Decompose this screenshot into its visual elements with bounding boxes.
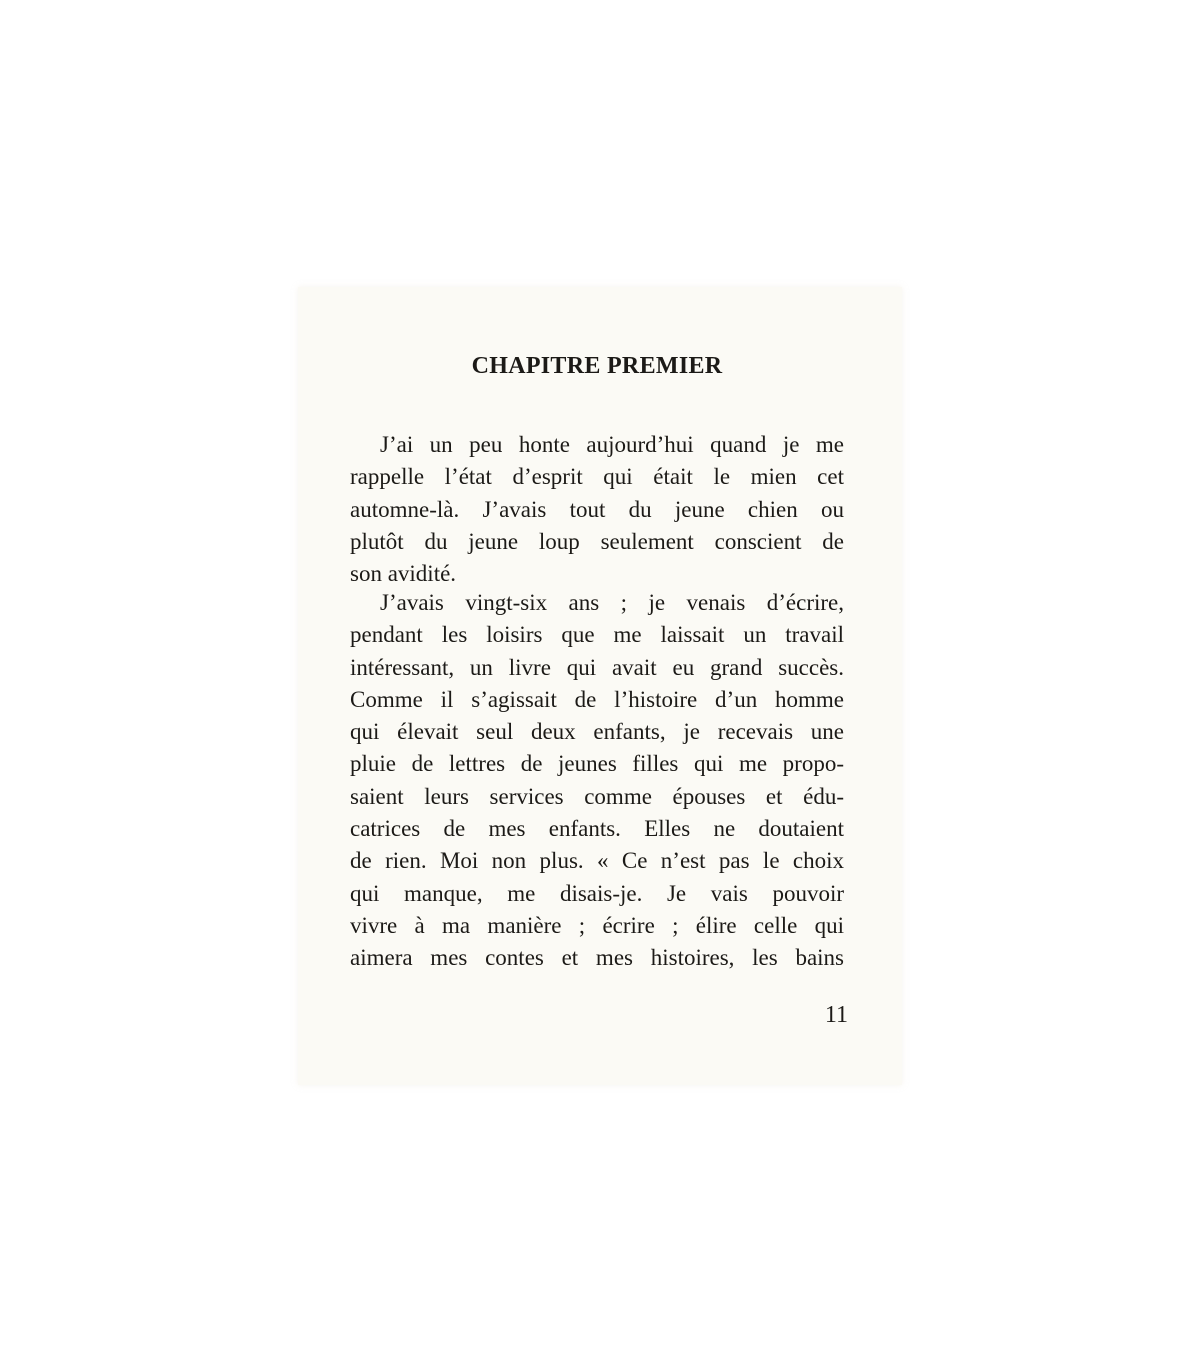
text-line: catrices de mes enfants. Elles ne doutaient bbox=[350, 816, 844, 842]
text-line: son avidité. bbox=[350, 561, 457, 587]
text-line: aimera mes contes et mes histoires, les bains bbox=[350, 945, 844, 971]
text-line: Comme il s’agissait de l’histoire d’un homme bbox=[350, 686, 844, 712]
text-line: rappelle l’état d’esprit qui était le mien cet bbox=[350, 464, 844, 490]
text-line: qui élevait seul deux enfants, je recevais une bbox=[350, 719, 844, 745]
paragraph-2 bbox=[350, 587, 844, 975]
paragraph-1 bbox=[350, 429, 844, 590]
text-line: pluie de lettres de jeunes filles qui me propo- bbox=[350, 751, 844, 777]
text-line: J’ai un peu honte aujourd’hui quand je me bbox=[380, 432, 844, 457]
chapter-title: CHAPITRE PREMIER bbox=[471, 353, 723, 379]
text-line: de rien. Moi non plus. « Ce n’est pas le choix bbox=[350, 848, 844, 874]
text-line: qui manque, me disais-je. Je vais pouvoir bbox=[350, 880, 844, 906]
text-line: plutôt du jeune loup seulement conscient de bbox=[350, 528, 844, 554]
text-line: saient leurs services comme épouses et édu- bbox=[350, 783, 844, 809]
text-line: pendant les loisirs que me laissait un travail bbox=[350, 622, 844, 648]
page-number: 11 bbox=[824, 1002, 848, 1028]
text-line: J’avais vingt-six ans ; je venais d’écrire, bbox=[380, 590, 844, 615]
text-line: vivre à ma manière ; écrire ; élire celle qui bbox=[350, 912, 844, 938]
text-line: automne-là. J’avais tout du jeune chien ou bbox=[350, 496, 844, 522]
text-line: intéressant, un livre qui avait eu grand succès. bbox=[350, 654, 844, 680]
